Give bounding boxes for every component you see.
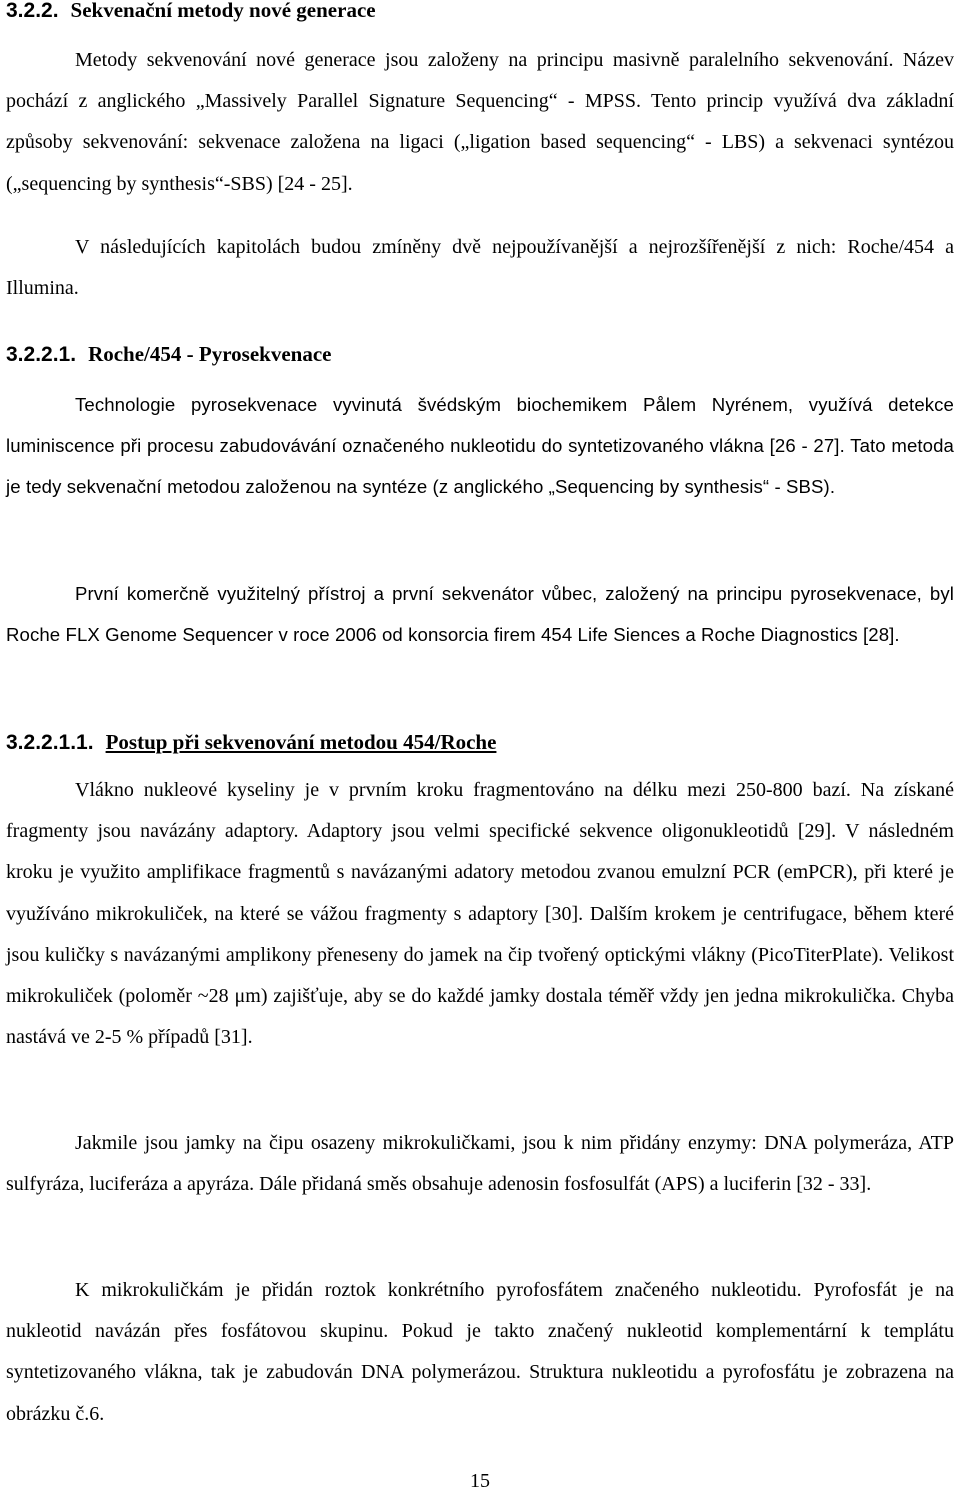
paragraph-chapters-overview: V následujících kapitolách budou zmíněny dvě nejpoužívanější a nejrozšířenější z nich: Roche/454 a Illumina. <box>6 236 954 300</box>
section-heading-3-2-2 <box>6 0 376 23</box>
section-title: Sekvenační metody nové generace <box>70 0 376 22</box>
section-heading-3-2-2-1-1 <box>6 730 496 755</box>
section-title: Roche/454 - Pyrosekvenace <box>88 342 332 366</box>
paragraph-procedure-steps: Vlákno nukleové kyseliny je v prvním kroku fragmentováno na délku mezi 250-800 bazí. Na získané fragmenty jsou navázány adaptory. Adaptory jsou velmi specifické sekvence oligonukleotidů [29]. V následném kroku je využito amplifikace fragmentů s navázanými adatory metodou zvanou emulzní PCR (emPCR), při které je využíváno mikrokuliček, na které se vážou fragmenty s adaptory [30]. Dalším krokem je centrifugace, během které jsou kuličky s navázanými amplikony přeneseny do jamek na čip tvořený optickými vlákny (PicoTiterPlate). Velikost mikrokuliček (poloměr ~28 μm) zajišťuje, aby se do každé jamky dostala téměř vždy jen jedna mikrokulička. Chyba nastává ve 2-5 % případů [31]. <box>6 779 954 1049</box>
section-number: 3.2.2. <box>6 0 59 22</box>
paragraph-enzymes: Jakmile jsou jamky na čipu osazeny mikrokuličkami, jsou k nim přidány enzymy: DNA polymeráza, ATP sulfyráza, luciferáza a apyráza. Dále přidaná směs obsahuje adenosin fosfosulfát (APS) a luciferin [32 - 33]. <box>6 1132 954 1196</box>
page-number: 15 <box>470 1470 490 1492</box>
paragraph-pyrophosphate-nucleotide: K mikrokuličkám je přidán roztok konkrétního pyrofosfátem značeného nukleotidu. Pyrofosfát je na nukleotid navázán přes fosfátovou skupinu. Pokud je takto značený nukleotid komplementární k templátu syntetizovaného vlákna, tak je zabudován DNA polymerázou. Struktura nukleotidu a pyrofosfátu je zobrazena na obrázku č.6. <box>6 1279 954 1425</box>
paragraph-first-commercial-device: První komerčně využitelný přístroj a první sekvenátor vůbec, založený na principu pyrosekvenace, byl Roche FLX Genome Sequencer v roce 2006 od konsorcia firem 454 Life Siences a Roche Diagnostics [28]. <box>6 583 954 646</box>
section-title: Postup při sekvenování metodou 454/Roche <box>105 730 497 754</box>
section-number: 3.2.2.1. <box>6 343 77 366</box>
section-heading-3-2-2-1 <box>6 342 331 367</box>
paragraph-intro-ngs: Metody sekvenování nové generace jsou založeny na principu masivně paralelního sekvenování. Název pochází z anglického „Massively Parallel Signature Sequencing“ - MPSS. Tento princip využívá dva základní způsoby sekvenování: sekvenace založena na ligaci („ligation based sequencing“ - LBS) a sekvenaci syntézou („sequencing by synthesis“-SBS) [24 - 25]. <box>6 49 954 195</box>
document-page <box>6 0 954 1493</box>
section-number: 3.2.2.1.1. <box>6 731 94 754</box>
paragraph-pyrosequencing-technology: Technologie pyrosekvenace vyvinutá švédským biochemikem Pålem Nyrénem, využívá detekce luminiscence při procesu zabudovávání označeného nukleotidu do syntetizovaného vlákna [26 - 27]. Tato metoda je tedy sekvenační metodou založenou na syntéze (z anglického „Sequencing by synthesis“ - SBS). <box>6 394 954 498</box>
